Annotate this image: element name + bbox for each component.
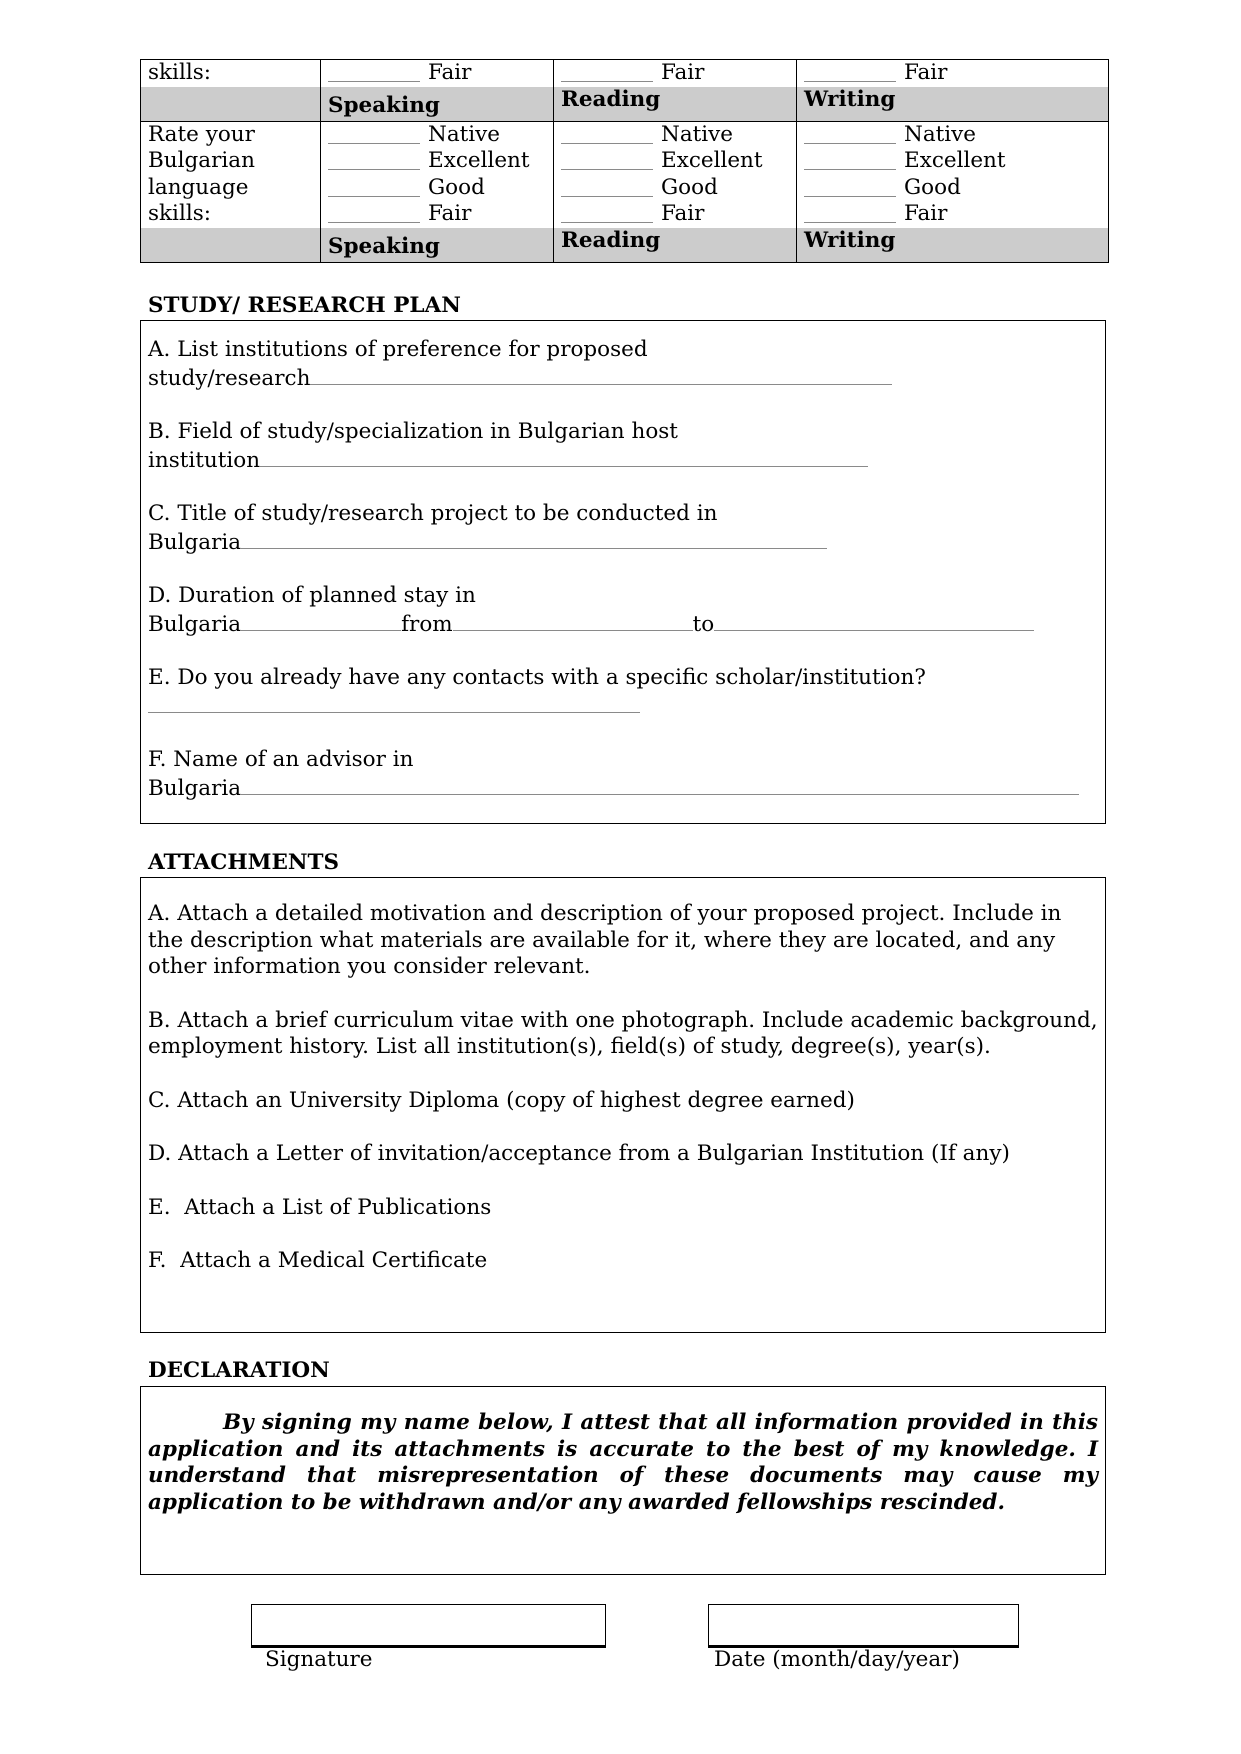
to-date-field[interactable]	[714, 610, 1034, 631]
declaration-box	[140, 1386, 1106, 1575]
table-header-row	[141, 228, 1109, 263]
rating-blank[interactable]	[561, 148, 653, 170]
header-writing: Writing	[797, 87, 1109, 122]
from-date-field[interactable]	[453, 610, 693, 631]
rating-blank[interactable]	[804, 175, 896, 197]
study-item-c: C. Title of study/research project to be conducted in Bulgaria	[148, 501, 1098, 556]
table-header-row	[141, 87, 1109, 122]
rating-blank[interactable]	[328, 122, 420, 144]
study-item-b: B. Field of study/specialization in Bulgarian host institution	[148, 419, 1098, 474]
rating-blank[interactable]	[328, 148, 420, 170]
option-label: Fair	[904, 60, 948, 85]
row-label: Rate your Bulgarian language skills:	[141, 121, 321, 228]
speaking-options: Native Excellent Good Fair	[321, 121, 554, 228]
rating-blank[interactable]	[561, 60, 653, 82]
study-item-f: F. Name of an advisor in Bulgaria	[148, 747, 1098, 802]
contacts-field[interactable]	[148, 692, 640, 713]
rating-blank[interactable]	[561, 122, 653, 144]
attachment-item: B. Attach a brief curriculum vitae with one photograph. Include academic background, employment history. List all institution(s), field(s) of study, degree(s), year(s).	[148, 1007, 1098, 1059]
table-row	[141, 121, 1109, 228]
study-item-d: D. Duration of planned stay in Bulgaria from to	[148, 583, 1098, 638]
header-reading: Reading	[554, 228, 797, 263]
declaration-title: DECLARATION	[148, 1358, 330, 1383]
study-item-a: A. List institutions of preference for proposed study/research	[148, 337, 1098, 392]
attachments-box	[140, 877, 1106, 1333]
row-label: skills:	[141, 60, 321, 87]
rating-blank[interactable]	[561, 201, 653, 223]
attachment-item: C. Attach an University Diploma (copy of highest degree earned)	[148, 1087, 855, 1113]
rating-blank[interactable]	[328, 60, 420, 82]
signature-field[interactable]	[251, 1604, 606, 1648]
option-label: Fair	[428, 60, 472, 85]
rating-blank[interactable]	[561, 175, 653, 197]
duration-field[interactable]	[241, 610, 401, 631]
study-plan-box	[140, 320, 1106, 824]
reading-options: Native Excellent Good Fair	[554, 121, 797, 228]
attachment-item: F. Attach a Medical Certificate	[148, 1248, 488, 1273]
header-writing: Writing	[797, 228, 1109, 263]
attachments-title: ATTACHMENTS	[148, 850, 340, 875]
rating-blank[interactable]	[328, 175, 420, 197]
rating-blank[interactable]	[804, 201, 896, 223]
header-speaking: Speaking	[321, 228, 554, 263]
rating-blank[interactable]	[328, 201, 420, 223]
study-item-e: E. Do you already have any contacts with a specific scholar/institution?	[148, 665, 1098, 720]
declaration-text: By signing my name below, I attest that all information provided in this application and its attachments is accurate to the best of my knowledge. I understand that misrepresentation of these documents may cause my application to be withdrawn and/or any awarded fellowships rescinded.	[148, 1410, 1098, 1515]
rating-blank[interactable]	[804, 148, 896, 170]
table-row	[141, 60, 1109, 87]
attachment-item: A. Attach a detailed motivation and description of your proposed project. Include in the description what materials are available for it, where they are located, and any other information you consider relevant.	[148, 901, 1062, 979]
advisor-field[interactable]	[241, 774, 1079, 795]
rating-blank[interactable]	[804, 122, 896, 144]
signature-label: Signature	[265, 1647, 373, 1672]
rating-blank[interactable]	[804, 60, 896, 82]
project-title-field[interactable]	[241, 528, 827, 549]
institutions-field[interactable]	[310, 364, 892, 385]
attachment-item: E. Attach a List of Publications	[148, 1194, 492, 1220]
date-field[interactable]	[708, 1604, 1019, 1648]
study-plan-title: STUDY/ RESEARCH PLAN	[148, 293, 461, 318]
header-reading: Reading	[554, 87, 797, 122]
option-label: Fair	[661, 60, 705, 85]
language-skills-table	[140, 59, 1109, 263]
header-speaking: Speaking	[321, 87, 554, 122]
writing-options: Native Excellent Good Fair	[797, 121, 1109, 228]
field-of-study-field[interactable]	[260, 446, 868, 467]
date-label: Date (month/day/year)	[714, 1647, 960, 1672]
attachment-item: D. Attach a Letter of invitation/acceptance from a Bulgarian Institution (If any)	[148, 1141, 1010, 1166]
